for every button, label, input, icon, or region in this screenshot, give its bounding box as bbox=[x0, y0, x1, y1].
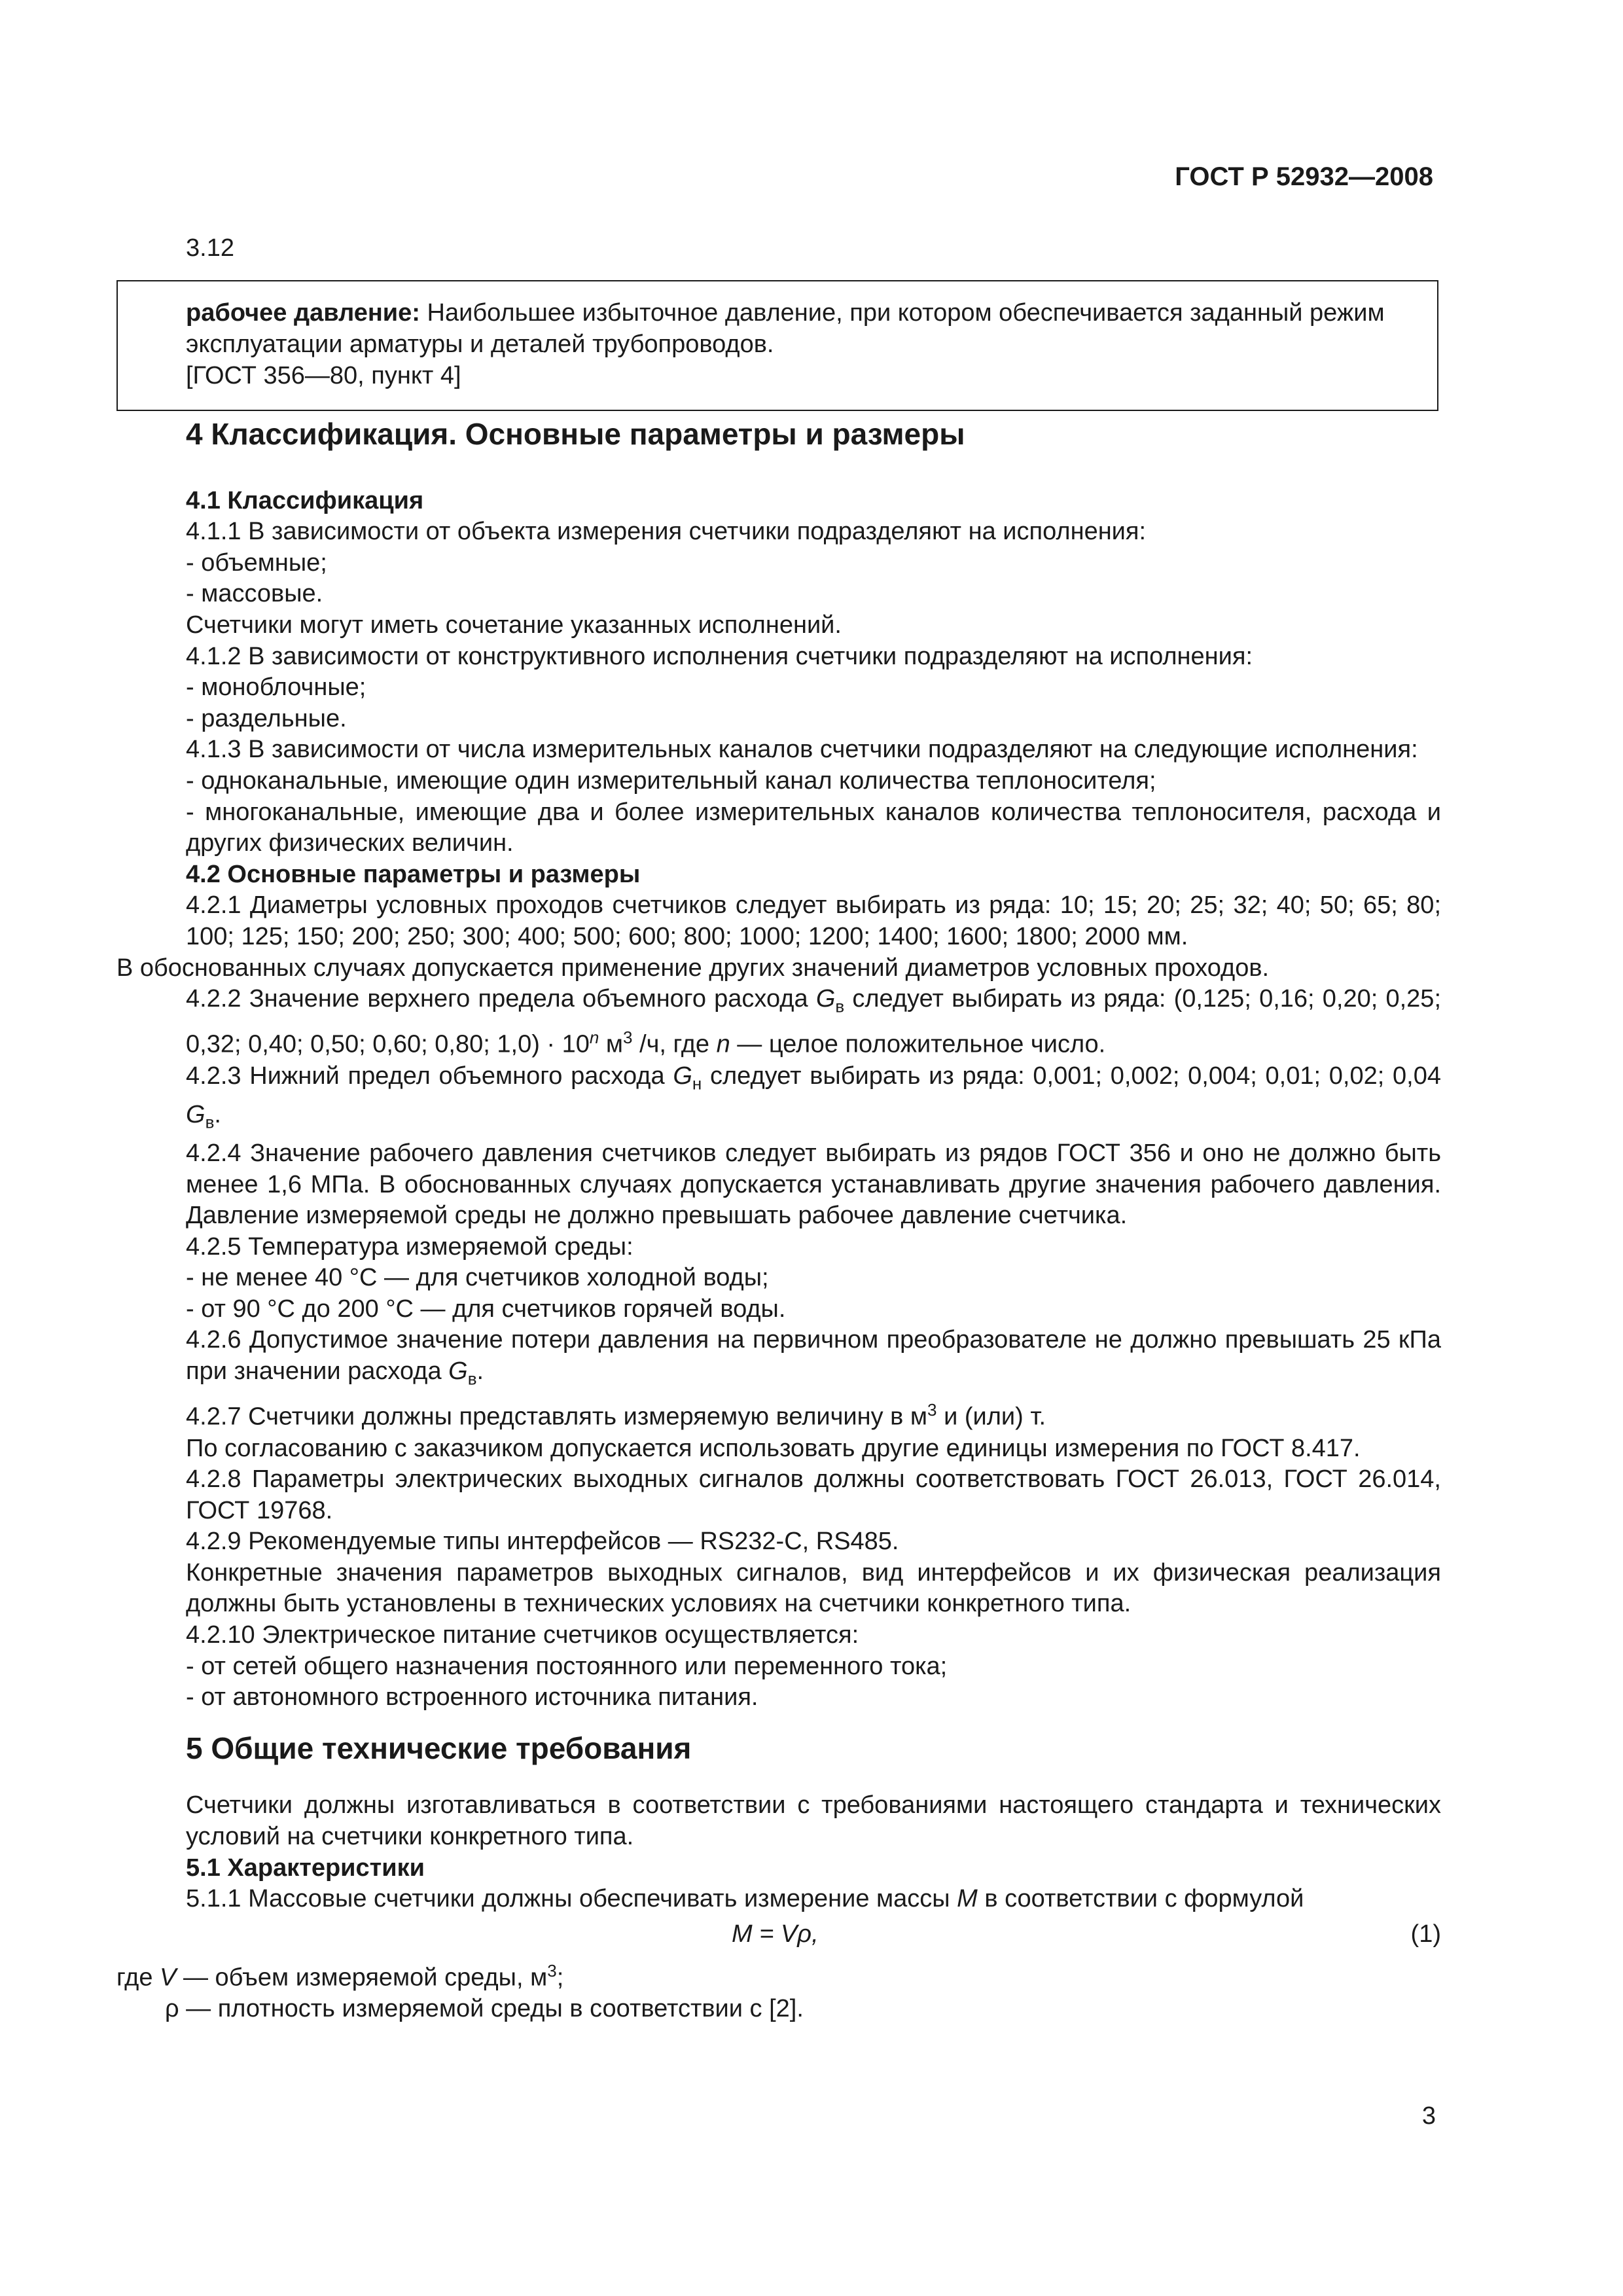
paragraph-4-2-10: 4.2.10 Электрическое питание счетчиков осуществляется: bbox=[186, 1621, 859, 1649]
list-item: - массовые. bbox=[186, 580, 323, 608]
list-item: - моноблочные; bbox=[186, 673, 366, 702]
subsection-5-1-title: 5.1 Характеристики bbox=[186, 1854, 425, 1882]
paragraph-4-2-3: 4.2.3 Нижний предел объемного расхода $G_н$ следует выбирать из ряда: 0,001; 0,002; 0,004; 0,01; 0,02; 0,04 $G_в$. bbox=[186, 1062, 1442, 1132]
subsection-4-1-title: 4.1 Классификация bbox=[186, 486, 424, 514]
list-item: - от 90 °С до 200 °С — для счетчиков горячей воды. bbox=[186, 1295, 786, 1323]
formula-where: где V — объем измеряемой среды, $м^3$; bbox=[116, 1960, 564, 1992]
paragraph-4-2-2: 4.2.2 Значение верхнего предела объемного расхода $G_в$ следует выбирать из ряда: (0,125; 0,16; 0,20; 0,25; 0,32; 0,40; 0,50; 0,60; 0,80; $1,0) \cdot 10^n$ $м^3$ /ч, где n — целое положительное число. bbox=[186, 985, 1442, 1058]
document-header: ГОСТ Р 52932—2008 bbox=[1175, 162, 1433, 191]
paragraph-4-2-5: 4.2.5 Температура измеряемой среды: bbox=[186, 1232, 633, 1261]
document-body bbox=[116, 419, 1441, 2025]
formula-number: (1) bbox=[1410, 1920, 1441, 1948]
paragraph-4-2-4: 4.2.4 Значение рабочего давления счетчиков следует выбирать из рядов ГОСТ 356 и оно не должно быть менее 1,6 МПа. В обоснованных случаях допускается устанавливать другие значения рабочего давления. Давление измеряемой среды не должно превышать рабочее давление счетчика. bbox=[186, 1139, 1441, 1230]
term-number: 3.12 bbox=[186, 234, 234, 262]
paragraph-4-2-6: 4.2.6 Допустимое значение потери давления на первичном преобразователе не должно превышать 25 кПа при значении расхода $G_в$. bbox=[186, 1326, 1441, 1389]
paragraph-4-2-9: 4.2.9 Рекомендуемые типы интерфейсов — RS232-C, RS485. bbox=[186, 1528, 899, 1556]
list-item: - не менее 40 °С — для счетчиков холодной воды; bbox=[186, 1264, 769, 1292]
list-item: - одноканальные, имеющие один измерительный канал количества теплоносителя; bbox=[186, 766, 1156, 795]
list-item: - многоканальные, имеющие два и более измерительных каналов количества теплоносителя, расхода и других физических величин. bbox=[186, 798, 1441, 857]
formula-expression: M = Vρ, bbox=[732, 1920, 819, 1948]
paragraph-5-1-1: 5.1.1 Массовые счетчики должны обеспечивать измерение массы M в соответствии с формулой bbox=[186, 1885, 1304, 1913]
paragraph-4-2-1: 4.2.1 Диаметры условных проходов счетчиков следует выбирать из ряда: 10; 15; 20; 25; 32; 40; 50; 65; 80; 100; 125; 150; 200; 250; 300; 400; 500; 600; 800; 1000; 1200; 1400; 1600; 1800; 2000 мм. bbox=[186, 891, 1441, 950]
list-item: - от автономного встроенного источника питания. bbox=[186, 1683, 758, 1712]
paragraph-4-2-8: 4.2.8 Параметры электрических выходных сигналов должны соответствовать ГОСТ 26.013, ГОСТ 26.014, ГОСТ 19768. bbox=[186, 1465, 1441, 1524]
term-source: [ГОСТ 356—80, пункт 4] bbox=[186, 362, 461, 389]
term-text: Наибольшее избыточное давление, при котором обеспечивается заданный режим эксплуатации арматуры и деталей трубопроводов. bbox=[186, 299, 1385, 358]
paragraph-4-1-2: 4.1.2 В зависимости от конструктивного исполнения счетчики подразделяют на исполнения: bbox=[186, 642, 1253, 670]
page-number: 3 bbox=[1421, 2102, 1436, 2130]
term-name: рабочее давление: bbox=[186, 299, 420, 327]
section-4-title: 4 Классификация. Основные параметры и размеры bbox=[186, 417, 965, 451]
section-5-title: 5 Общие технические требования bbox=[186, 1731, 692, 1765]
paragraph: Счетчики должны изготавливаться в соответствии с требованиями настоящего стандарта и технических условий на счетчики конкретного типа. bbox=[186, 1791, 1441, 1851]
paragraph-4-1-3: 4.1.3 В зависимости от числа измерительных каналов счетчики подразделяют на следующие исполнения: bbox=[186, 736, 1418, 764]
paragraph: В обоснованных случаях допускается применение других значений диаметров условных проходов. bbox=[116, 954, 1270, 982]
list-item: - объемные; bbox=[186, 548, 327, 577]
formula-where-rho: ρ — плотность измеряемой среды в соответствии с [2]. bbox=[165, 1995, 804, 2023]
paragraph: Счетчики могут иметь сочетание указанных исполнений. bbox=[186, 611, 842, 639]
paragraph-4-1-1: 4.1.1 В зависимости от объекта измерения счетчики подразделяют на исполнения: bbox=[186, 518, 1147, 546]
term-definition bbox=[186, 297, 1429, 360]
paragraph-4-2-7: 4.2.7 Счетчики должны представлять измеряемую величину в $м^3$ и (или) т. bbox=[186, 1400, 1046, 1431]
list-item: - раздельные. bbox=[186, 704, 347, 732]
term-definition-box bbox=[116, 280, 1438, 411]
subsection-4-2-title: 4.2 Основные параметры и размеры bbox=[186, 860, 641, 888]
list-item: - от сетей общего назначения постоянного или переменного тока; bbox=[186, 1652, 948, 1680]
paragraph: По согласованию с заказчиком допускается использовать другие единицы измерения по ГОСТ 8.417. bbox=[186, 1434, 1361, 1462]
formula-1 bbox=[116, 1915, 1441, 1956]
paragraph: Конкретные значения параметров выходных сигналов, вид интерфейсов и их физическая реализация должны быть установлены в технических условиях на счетчики конкретного типа. bbox=[186, 1558, 1441, 1618]
